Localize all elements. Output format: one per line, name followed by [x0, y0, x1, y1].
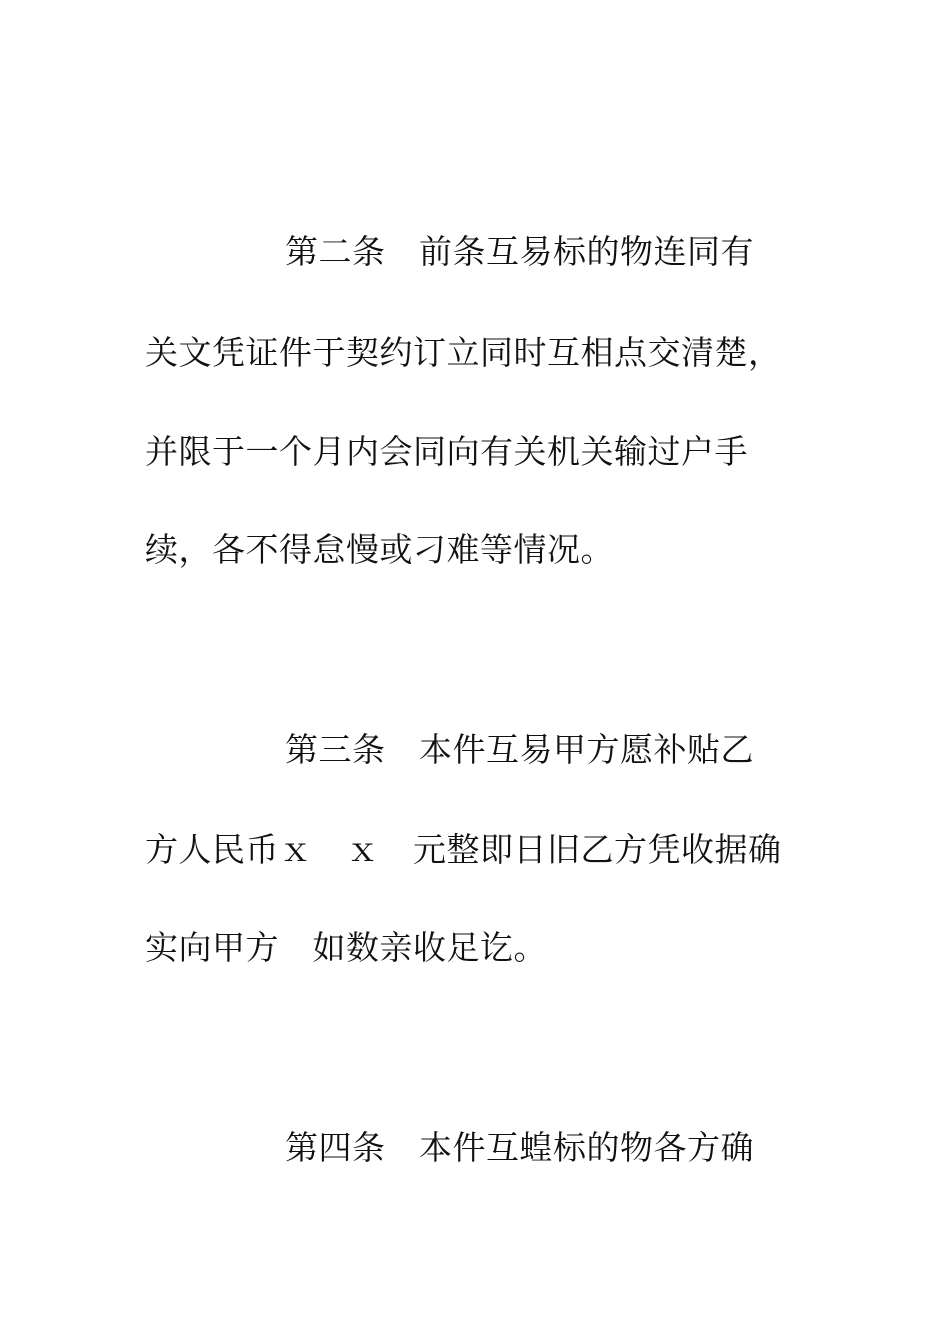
- article-2-line-4: 续，各不得怠慢或刁难等情况。: [145, 530, 614, 569]
- article-2-line-1: 第二条 前条互易标的物连同有: [285, 232, 754, 271]
- article-3-line-2: 方人民币ｘ ｘ 元整即日旧乙方凭收据确: [145, 830, 782, 869]
- article-4-line-1: 第四条 本件互蝗标的物各方确: [285, 1128, 754, 1167]
- article-2-line-2: 关文凭证件于契约订立同时互相点交清楚，: [145, 333, 782, 372]
- article-3-line-3: 实向甲方 如数亲收足讫。: [145, 928, 547, 967]
- article-2-line-3: 并限于一个月内会同向有关机关输过户手: [145, 432, 748, 471]
- article-3-line-1: 第三条 本件互易甲方愿补贴乙: [285, 730, 754, 769]
